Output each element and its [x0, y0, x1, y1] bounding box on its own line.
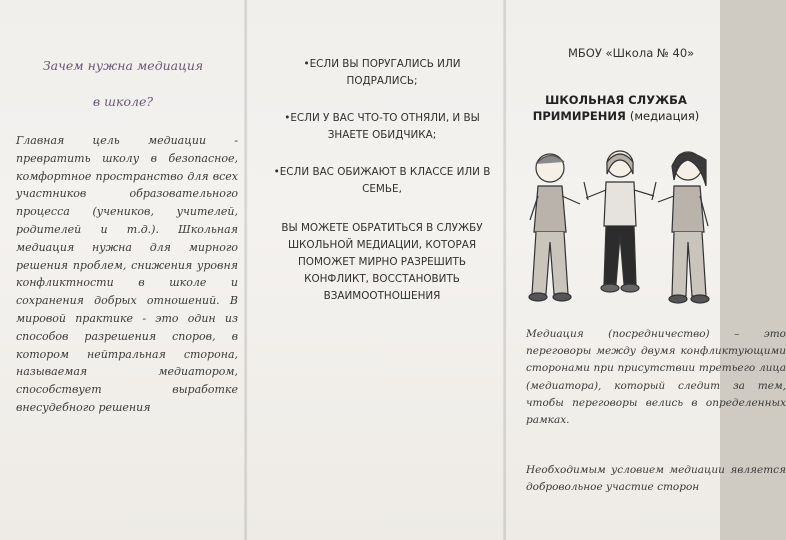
middle-conclusion: ВЫ МОЖЕТЕ ОБРАТИТЬСЯ В СЛУЖБУ ШКОЛЬНОЙ МЕДИАЦИИ, КОТОРАЯ ПОМОЖЕТ МИРНО РАЗРЕШИТЬ КОНФЛИКТ, ВОССТАНОВИТЬ ВЗАИМООТНОШЕНИЯ [281, 222, 483, 302]
right-panel [508, 0, 786, 540]
service-title [512, 92, 720, 124]
title-line1: ШКОЛЬНАЯ СЛУЖБА [545, 93, 687, 107]
title-line2-main: ПРИМИРЕНИЯ [532, 109, 626, 123]
mediation-definition: Медиация (посредничество) – это переговоры между двумя конфликтующими сторонами при присутствии третьего лица (медиатора), который следит за тем, чтобы переговоры велись в определенных рамках. [526, 328, 786, 427]
title-subtitle: (медиация) [629, 109, 700, 123]
situation-item-3: •ЕСЛИ ВАС ОБИЖАЮТ В КЛАССЕ ИЛИ В СЕМЬЕ, [273, 166, 491, 195]
fold-line-2 [503, 0, 507, 540]
children-mediation-drawing-icon [522, 146, 720, 306]
left-heading-line1: Зачем нужна медиация [42, 58, 204, 73]
situation-item-1: •ЕСЛИ ВЫ ПОРУГАЛИСЬ ИЛИ ПОДРАЛИСЬ; [303, 58, 461, 87]
left-body-text: Главная цель медиации - превратить школу в безопасное, комфортное пространство для всех участников образовательного процесса (учеников, учителей, родителей и т.д.). Школьная медиация нужна для мирного решения проблем, снижения уровня конфликтности в школе и сохранения добрых отношений. В мировой практике - это один из способов разрешения споров, в котором нейтральная сторона, называемая медиатором, способствует выработке внесудебного решения [16, 134, 238, 414]
school-name: МБОУ «Школа № 40» [568, 46, 695, 60]
situation-item-2: •ЕСЛИ У ВАС ЧТО-ТО ОТНЯЛИ, И ВЫ ЗНАЕТЕ ОБИДЧИКА; [284, 112, 480, 141]
mediation-condition: Необходимым условием медиации является добровольное участие сторон [526, 464, 786, 494]
middle-panel [250, 0, 504, 540]
title-line2 [512, 108, 720, 124]
fold-line-1 [244, 0, 248, 540]
left-panel [0, 0, 246, 540]
left-heading-line2: в школе? [92, 94, 154, 109]
